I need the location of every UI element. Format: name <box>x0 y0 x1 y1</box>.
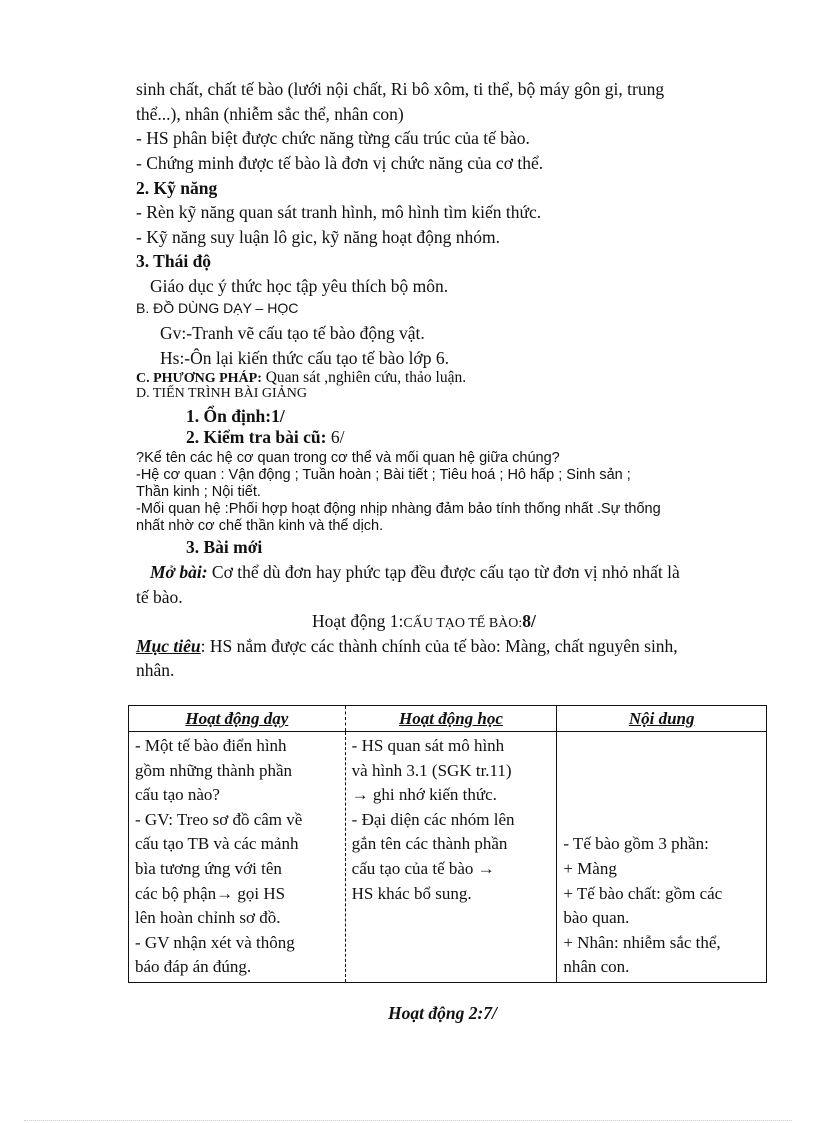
content-line: + Nhân: nhiễm sắc thể, <box>563 932 721 952</box>
content-cell <box>557 732 767 983</box>
skills-line-1: - Rèn kỹ năng quan sát tranh hình, mô hình tìm kiến thức. <box>136 202 542 222</box>
section-d-heading: D. TIẾN TRÌNH BÀI GIẢNG <box>136 386 307 401</box>
teaching-line: - GV: Treo sơ đồ câm về <box>135 809 303 829</box>
intro-line-1: sinh chất, chất tế bào (lưới nội chất, Ri bô xôm, ti thể, bộ máy gôn gi, trung <box>136 79 665 99</box>
step-3 <box>186 536 262 558</box>
section-c-heading: C. PHƯƠNG PHÁP: <box>136 371 262 386</box>
header-learning: Hoạt động học <box>345 706 557 732</box>
activity-1-prefix: Hoạt động 1: <box>312 611 404 631</box>
intro-lesson-line-1 <box>150 561 680 583</box>
teaching-line: cấu tạo nào? <box>135 785 220 805</box>
content-line <box>563 734 760 759</box>
content-line: + Màng <box>563 858 617 878</box>
skills-line-2: - Kỹ năng suy luận lô gic, kỹ năng hoạt động nhóm. <box>136 227 501 247</box>
content-line <box>563 808 760 833</box>
step-2 <box>186 426 344 448</box>
activity-1-time: 8/ <box>522 611 536 631</box>
activity-2-title: Hoạt động 2:7/ <box>388 1003 497 1023</box>
answer-line-1: -Hệ cơ quan : Vận động ; Tuần hoàn ; Bài tiết ; Tiêu hoá ; Hô hấp ; Sinh sản ; <box>136 467 631 483</box>
teaching-line: - GV nhận xét và thông <box>135 932 295 952</box>
section-c-text: Quan sát ,nghiên cứu, thảo luận. <box>265 369 467 386</box>
answer-line-4: nhất nhờ cơ chế thần kinh và thể dịch. <box>136 518 384 534</box>
content-line: bào quan. <box>563 908 630 928</box>
activity-1-goal-line-1 <box>136 635 678 657</box>
attitude-heading: 3. Thái độ <box>136 251 212 271</box>
intro-lesson-line-2: tế bào. <box>136 587 183 607</box>
activity-1-caps: CẤU TẠO TẾ BÀO: <box>403 616 523 631</box>
learning-line: gắn tên các thành phần <box>351 834 508 854</box>
teaching-line: cấu tạo TB và các mảnh <box>135 834 299 854</box>
learning-line: - HS quan sát mô hình <box>351 736 505 755</box>
intro-lesson-text: Cơ thể dù đơn hay phức tạp đều được cấu tạo từ đơn vị nhỏ nhất là <box>211 562 680 582</box>
table-header-row <box>129 706 767 732</box>
intro-line-4: - Chứng minh được tế bào là đơn vị chức năng của cơ thể. <box>136 153 544 173</box>
section-b-hs: Hs:-Ôn lại kiến thức cấu tạo tế bào lớp 6. <box>160 348 449 368</box>
answer-line-3: -Mối quan hệ :Phối hợp hoạt động nhịp nhàng đảm bảo tính thống nhất .Sự thống <box>136 501 661 517</box>
attitude-line: Giáo dục ý thức học tập yêu thích bộ môn. <box>150 276 449 296</box>
teaching-line: lên hoàn chỉnh sơ đồ. <box>135 908 281 928</box>
page-bottom-rule <box>24 1120 792 1121</box>
table-row <box>129 732 767 983</box>
section-b-gv: Gv:-Tranh vẽ cấu tạo tế bào động vật. <box>160 323 425 343</box>
learning-line: và hình 3.1 (SGK tr.11) <box>351 760 512 780</box>
learning-cell <box>345 732 557 983</box>
activity-1-goal-line-2: nhân. <box>136 660 175 680</box>
learning-line: → ghi nhớ kiến thức. <box>351 785 497 805</box>
activity-table <box>128 705 767 983</box>
step-2-label: 2. Kiểm tra bài cũ: <box>186 427 327 447</box>
skills-heading: 2. Kỹ năng <box>136 178 218 198</box>
review-question: ?Kể tên các hệ cơ quan trong cơ thể và mối quan hệ giữa chúng? <box>136 450 560 466</box>
teaching-line: gồm những thành phần <box>135 760 293 780</box>
teaching-line: các bộ phận→ gọi HS <box>135 883 286 903</box>
teaching-cell <box>129 732 346 983</box>
content-line <box>563 783 760 808</box>
step-3-label: 3. Bài mới <box>186 537 263 557</box>
header-content: Nội dung <box>557 706 767 732</box>
section-b-heading: B. ĐỒ DÙNG DẠY – HỌC <box>136 300 299 316</box>
content-line: + Tế bào chất: gồm các <box>563 883 723 903</box>
step-1: 1. Ổn định:1/ <box>186 406 285 426</box>
teaching-line: báo đáp án đúng. <box>135 957 252 977</box>
intro-lesson-label: Mở bài: <box>150 562 208 582</box>
intro-line-3: - HS phân biệt được chức năng từng cấu trúc của tế bào. <box>136 128 530 148</box>
answer-line-2: Thần kinh ; Nội tiết. <box>136 484 261 500</box>
teaching-line: bìa tương ứng với tên <box>135 858 282 878</box>
teaching-line: - Một tế bào điển hình <box>135 736 287 755</box>
learning-line: cấu tạo của tế bào → <box>351 858 495 878</box>
content-line: nhân con. <box>563 957 630 977</box>
intro-line-2: thể...), nhân (nhiễm sắc thể, nhân con) <box>136 104 404 124</box>
step-2-time: 6/ <box>330 427 345 447</box>
activity-1-goal-text: : HS nắm được các thành chính của tế bào: Màng, chất nguyên sinh, <box>200 636 678 656</box>
content-line <box>563 759 760 784</box>
activity-1-goal-label: Mục tiêu <box>136 636 201 656</box>
learning-line: HS khác bổ sung. <box>351 883 472 903</box>
learning-line: - Đại diện các nhóm lên <box>351 809 515 829</box>
content-line: - Tế bào gồm 3 phần: <box>563 834 709 854</box>
activity-1-title <box>312 610 536 635</box>
header-teaching: Hoạt động dạy <box>129 706 346 732</box>
